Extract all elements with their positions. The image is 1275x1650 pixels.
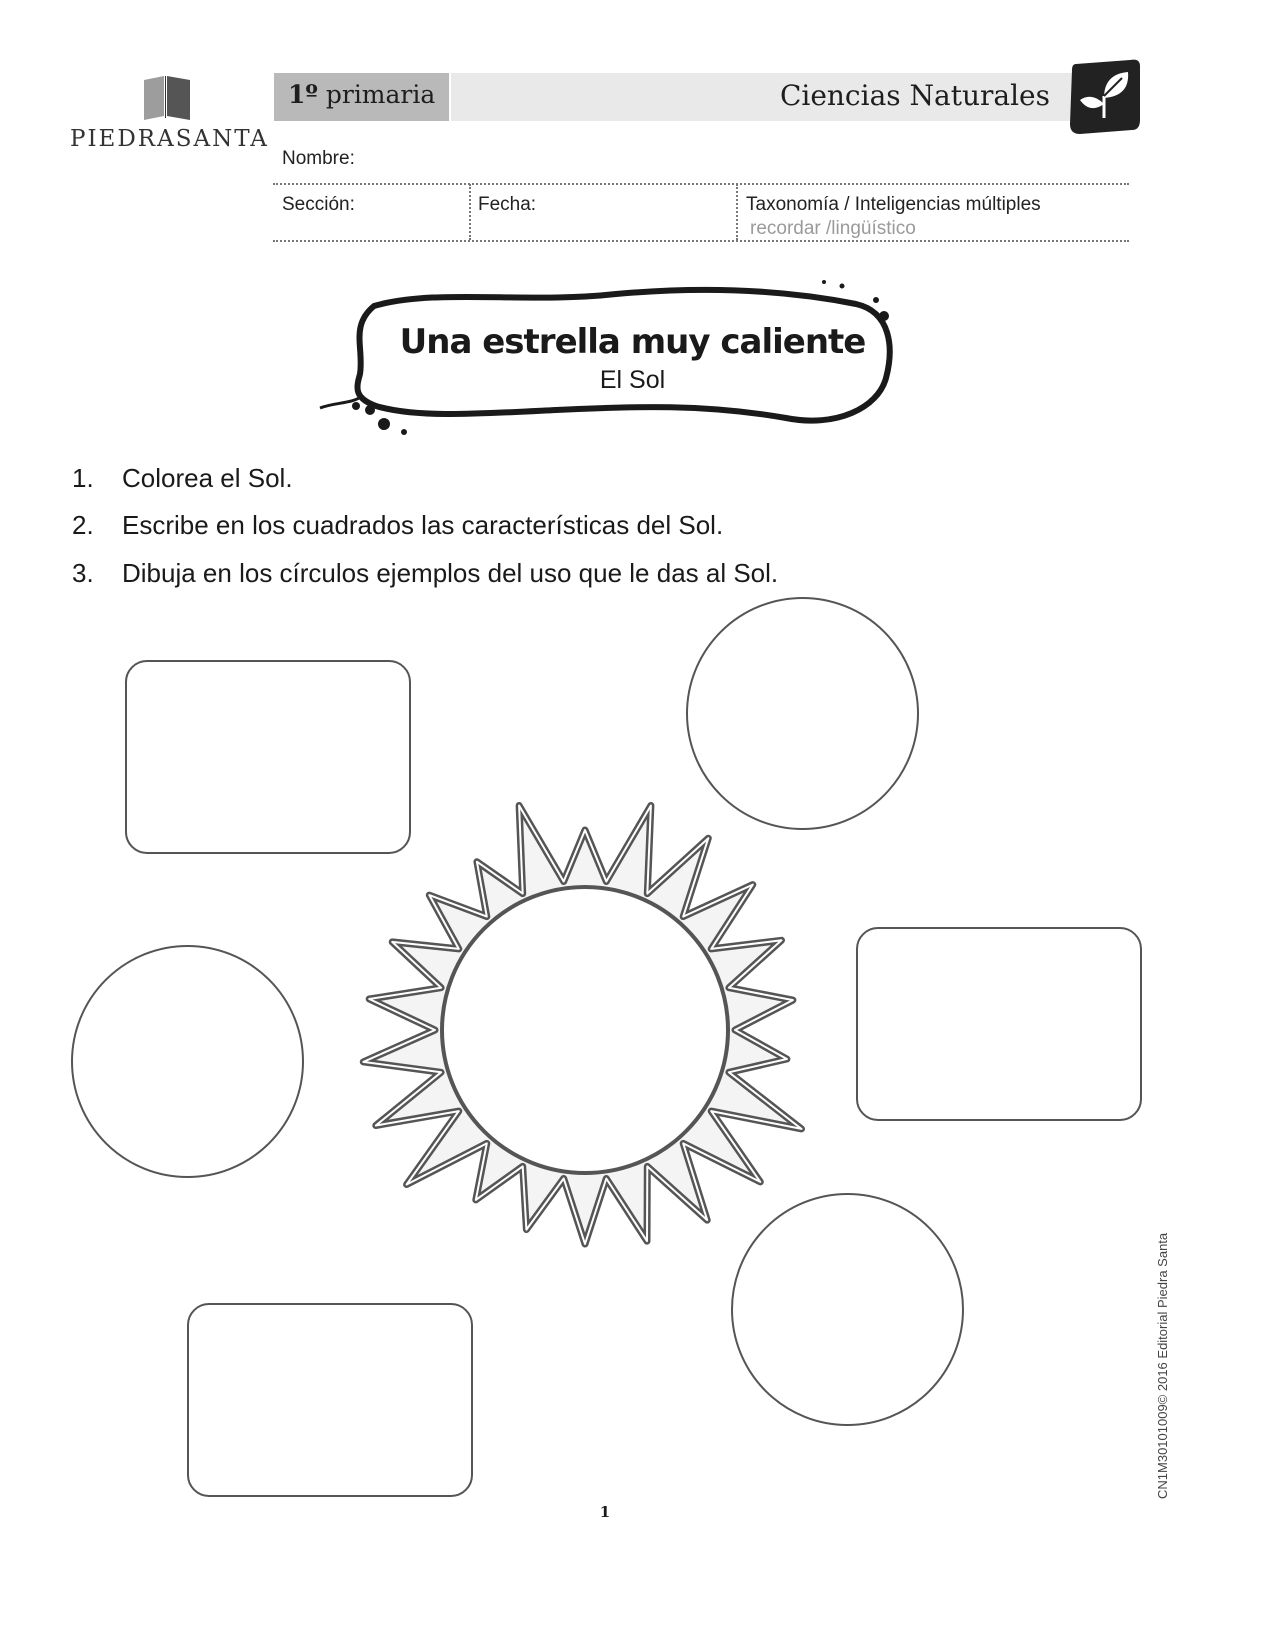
divider [273,183,1129,185]
leaf-icon [1068,58,1142,136]
subject-title: Ciencias Naturales [779,79,1050,112]
taxonomy-label: Taxonomía / Inteligencias múltiples [746,194,1041,215]
instruction-number: 3. [72,558,94,588]
date-field-label: Fecha: [478,194,537,215]
grade-text: primaria [325,80,436,109]
instruction-text: Dibuja en los círculos ejemplos del uso que le das al Sol. [122,558,779,588]
name-field-label: Nombre: [282,148,355,169]
brand-name: PIEDRASANTA [70,126,269,152]
instruction-item [72,510,723,541]
grade-label [288,80,435,109]
page-title: Una estrella muy caliente [399,322,866,362]
divider [273,240,1129,242]
section-field-label: Sección: [282,194,355,215]
instruction-text: Escribe en los cuadrados las características del Sol. [122,510,724,540]
page-number: 1 [599,1503,611,1521]
instruction-item [72,463,293,494]
drawing-circle-1[interactable] [686,597,919,830]
grade-number: 1º [288,80,318,109]
drawing-circle-2[interactable] [71,945,304,1178]
characteristic-box-3[interactable] [187,1303,473,1497]
instruction-text: Colorea el Sol. [122,463,293,493]
page-subtitle: El Sol [599,366,666,394]
sun-illustration[interactable] [330,800,830,1280]
characteristic-box-2[interactable] [856,927,1142,1121]
instruction-item [72,558,778,589]
book-icon [140,74,196,124]
divider [469,184,471,240]
sun-body [442,887,728,1173]
instruction-number: 1. [72,463,94,493]
copyright-text: CN1M30101009© 2016 Editorial Piedra Santa [1155,1232,1170,1499]
divider [736,184,738,240]
taxonomy-value: recordar /lingüístico [750,218,916,239]
instruction-number: 2. [72,510,94,540]
